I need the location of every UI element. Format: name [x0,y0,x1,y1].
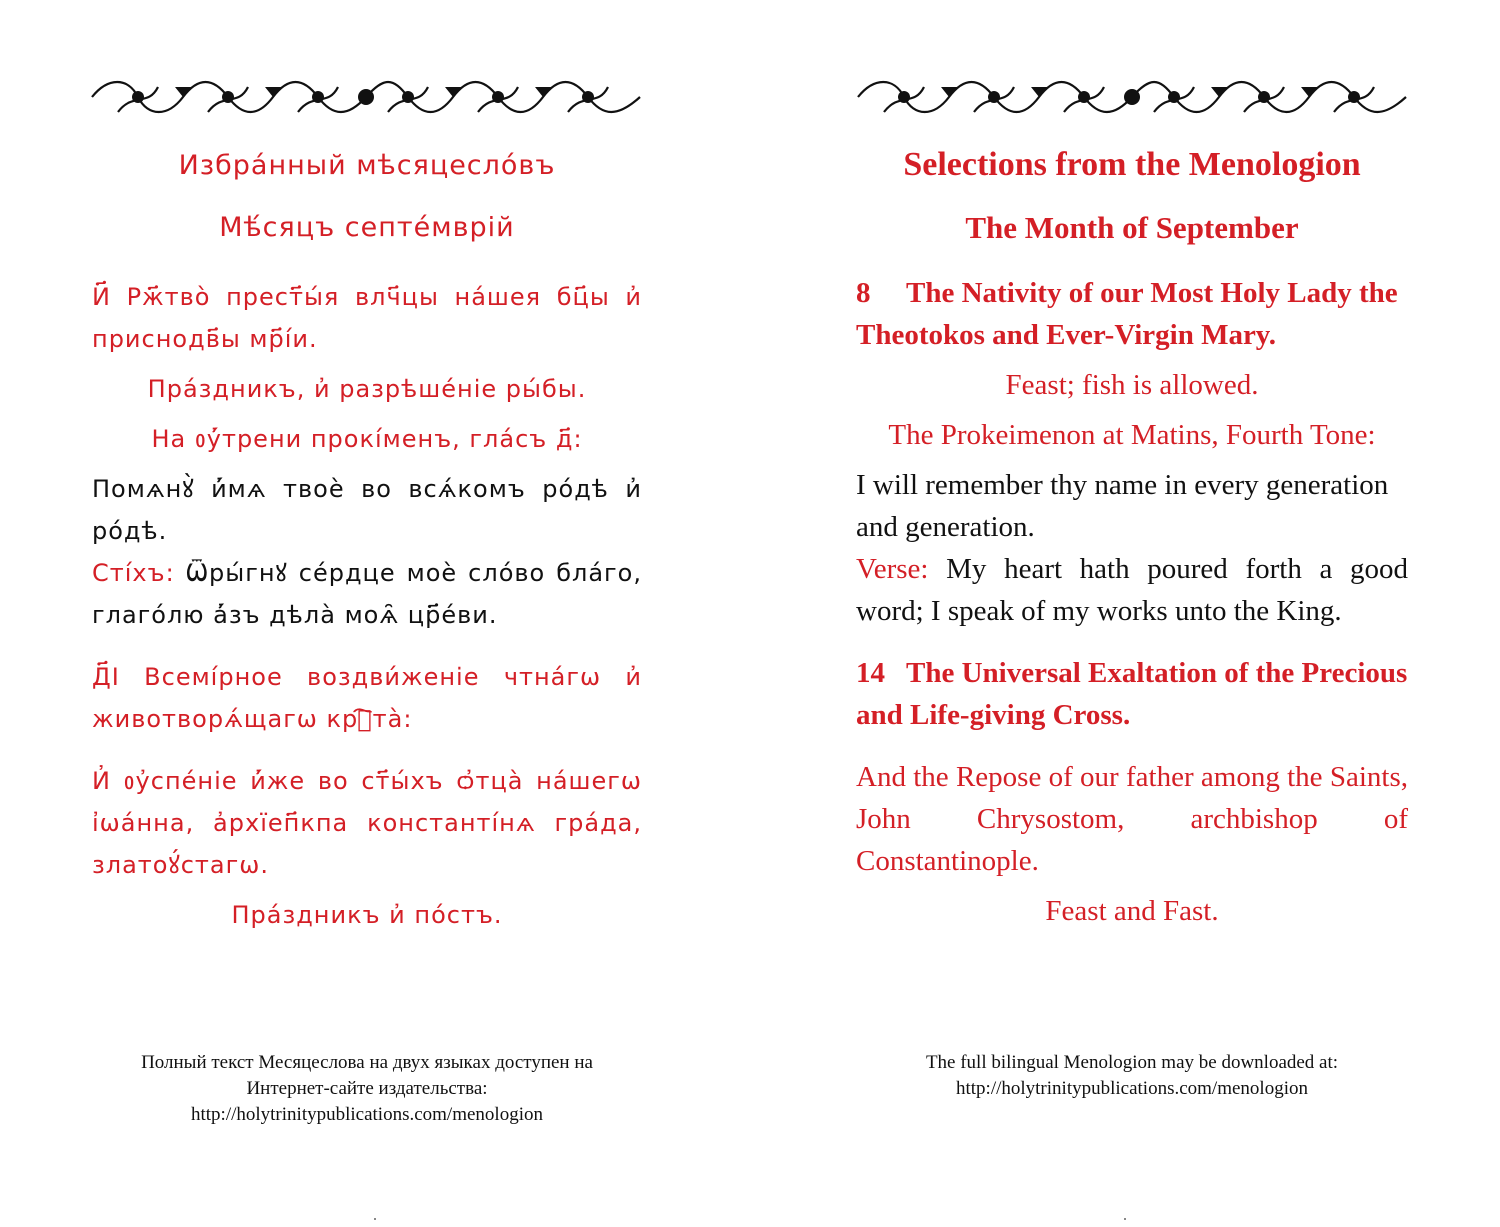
slavonic-verse-text: Ѿры́гнꙋ се́рдце моѐ сло́во бла́го, глаго́лю а҆́зъ дѣла̀ моѧ̑ цр҃е́ви. [92,559,642,629]
slavonic-prokimen-text: Помѧнꙋ̀ и҆́мѧ твоѐ во всѧ́комъ ро́дѣ и҆ ро́дѣ. [92,475,642,545]
english-feast1-heading [856,272,1408,356]
english-verse-label: Verse: [856,553,929,585]
english-prokimen-label: The Prokeimenon at Matins, Fourth Tone: [888,419,1376,451]
slavonic-feast2-rule: Пра́здникъ и҆ по́стъ. [231,901,503,929]
slavonic-footer [92,1050,642,1128]
slavonic-verse-label: Сті́хъ: [92,559,175,587]
feast2-day-number: 14 [856,657,885,689]
english-feast1-rule: Feast; fish is allowed. [1005,369,1259,401]
english-footer [856,1050,1408,1102]
english-feast2-rule: Feast and Fast. [1045,895,1219,927]
slavonic-feast2-repose: И҆ ᲂу҆спе́ніе и҆́же во ст҃ы́хъ ѻ҆тца̀ на́шегѡ і҆ѡа́нна, а҆рхїеп҃кпа константі́нѧ гра́да, златоꙋ́стагѡ. [92,767,642,879]
slavonic-feast1-rule: Пра́здникъ, и҆ разрѣше́ніе ры́бы. [147,375,587,403]
slavonic-feast2-heading: Д҃І Всемі́рное воздви́женіе чтна́гѡ и҆ животворѧ́щагѡ крⷭ҇та̀: [92,663,642,733]
feast2-title: The Universal Exaltation of the Precious and Life-giving Cross. [856,657,1408,731]
page-mark-left [374,1218,376,1220]
floral-scroll-ornament-icon [88,72,644,122]
english-month: The Month of September [965,210,1299,245]
english-prokimen-text: I will remember thy name in every generation and generation. [856,469,1389,543]
english-feast2-heading [856,652,1408,736]
slavonic-title: Избра́нный мѣсяцесло́въ [178,150,556,181]
slavonic-footer-line1: Полный текст Месяцеслова на двух языках доступен на [141,1052,593,1073]
slavonic-feast1-heading: И҃ Рж҃тво̀ прест҃ы́я влч҃цы на́шея бц҃ы и҆ приснодв҃ы мр҃і́и. [92,283,642,353]
english-footer-line1: The full bilingual Menologion may be downloaded at: [925,1052,1339,1073]
feast1-day-number: 8 [856,277,871,309]
english-title: Selections from the Menologion [903,146,1361,183]
slavonic-month: Мѣ́сяцъ септе́мврій [219,212,515,243]
slavonic-footer-line2: Интернет-сайте издательства: [246,1078,488,1099]
floral-scroll-ornament-icon [854,72,1410,122]
feast1-title: The Nativity of our Most Holy Lady the Theotokos and Ever-Virgin Mary. [856,277,1398,351]
english-footer-link[interactable]: http://holytrinitypublications.com/menologion [955,1078,1308,1099]
english-verse-text: My heart hath poured forth a good word; I speak of my works unto the King. [856,553,1408,627]
slavonic-verse [92,552,642,636]
english-verse [856,548,1408,632]
slavonic-prokimen-label: На ᲂу҆́трени прокі́менъ, гла́съ д҃: [151,425,583,453]
english-feast2-repose: And the Repose of our father among the Saints, John Chrysostom, archbishop of Constantinople. [856,761,1408,877]
slavonic-footer-link[interactable]: http://holytrinitypublications.com/menologion [190,1104,543,1125]
page-mark-right [1124,1218,1126,1220]
